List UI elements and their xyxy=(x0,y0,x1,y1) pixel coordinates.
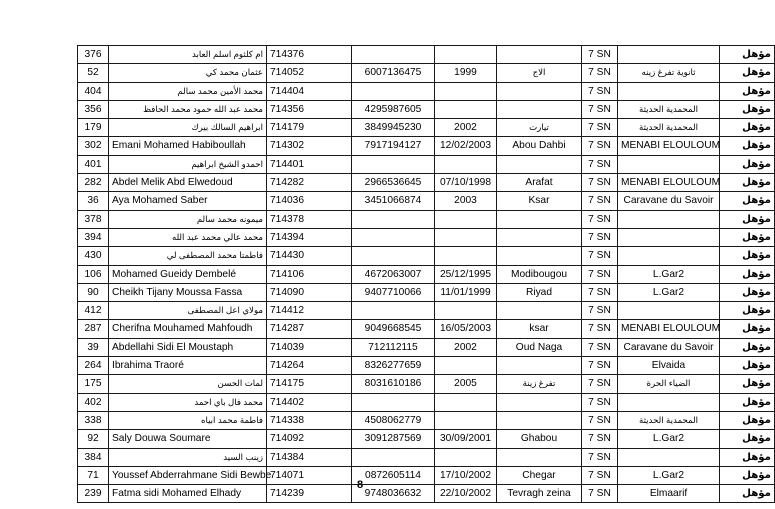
level-cell: 7 SN xyxy=(582,155,618,173)
candidate-name-cell: Youssef Abderrahmane Sidi Bewbe xyxy=(109,466,267,484)
level-cell: 7 SN xyxy=(582,210,618,228)
birth-place-cell: Riyad xyxy=(497,283,582,301)
status-cell: مؤهل xyxy=(720,320,775,338)
candidate-id-cell: 714264 xyxy=(267,357,352,375)
birth-date-cell: 11/01/1999 xyxy=(435,283,497,301)
row-number-cell: 175 xyxy=(78,375,109,393)
school-cell: L.Gar2 xyxy=(618,265,720,283)
birth-place-cell xyxy=(497,448,582,466)
birth-place-cell: Chegar xyxy=(497,466,582,484)
candidate-name-cell: Cheikh Tijany Moussa Fassa xyxy=(109,283,267,301)
birth-date-cell xyxy=(435,46,497,64)
candidate-name-cell: ميمونه محمد سالم xyxy=(109,210,267,228)
level-cell: 7 SN xyxy=(582,411,618,429)
birth-place-cell xyxy=(497,210,582,228)
row-number-cell: 376 xyxy=(78,46,109,64)
level-cell: 7 SN xyxy=(582,320,618,338)
table-row xyxy=(78,100,775,118)
status-cell: مؤهل xyxy=(720,210,775,228)
table-row xyxy=(78,430,775,448)
status-cell: مؤهل xyxy=(720,375,775,393)
birth-place-cell xyxy=(497,411,582,429)
birth-place-cell: Ksar xyxy=(497,192,582,210)
status-cell: مؤهل xyxy=(720,411,775,429)
row-number-cell: 39 xyxy=(78,338,109,356)
birth-date-cell xyxy=(435,210,497,228)
level-cell: 7 SN xyxy=(582,82,618,100)
phone-number-cell xyxy=(352,46,435,64)
candidate-id-cell: 714376 xyxy=(267,46,352,64)
birth-place-cell xyxy=(497,393,582,411)
status-cell: مؤهل xyxy=(720,265,775,283)
level-cell: 7 SN xyxy=(582,283,618,301)
school-cell xyxy=(618,155,720,173)
phone-number-cell: 2966536645 xyxy=(352,174,435,192)
phone-number-cell xyxy=(352,82,435,100)
school-cell: المحمدية الحديثة xyxy=(618,411,720,429)
phone-number-cell: 6007136475 xyxy=(352,64,435,82)
candidate-id-cell: 714239 xyxy=(267,485,352,503)
row-number-cell: 402 xyxy=(78,393,109,411)
table-row xyxy=(78,64,775,82)
phone-number-cell: 712112115 xyxy=(352,338,435,356)
candidate-id-cell: 714402 xyxy=(267,393,352,411)
school-cell xyxy=(618,448,720,466)
status-cell: مؤهل xyxy=(720,485,775,503)
phone-number-cell: 4508062779 xyxy=(352,411,435,429)
candidate-id-cell: 714338 xyxy=(267,411,352,429)
table-row xyxy=(78,46,775,64)
candidate-name-cell: عثمان محمد كي xyxy=(109,64,267,82)
school-cell xyxy=(618,228,720,246)
phone-number-cell xyxy=(352,448,435,466)
row-number-cell: 430 xyxy=(78,247,109,265)
candidate-name-cell: Cherifna Mouhamed Mahfoudh xyxy=(109,320,267,338)
school-cell: MENABI ELOULOUM xyxy=(618,320,720,338)
birth-date-cell xyxy=(435,448,497,466)
birth-date-cell xyxy=(435,302,497,320)
level-cell: 7 SN xyxy=(582,485,618,503)
candidate-name-cell: زينب السيد xyxy=(109,448,267,466)
school-cell xyxy=(618,82,720,100)
row-number-cell: 401 xyxy=(78,155,109,173)
phone-number-cell: 9049668545 xyxy=(352,320,435,338)
school-cell: L.Gar2 xyxy=(618,466,720,484)
phone-number-cell: 9748036632 xyxy=(352,485,435,503)
school-cell: Caravane du Savoir xyxy=(618,338,720,356)
candidate-name-cell: Mohamed Gueidy Dembelé xyxy=(109,265,267,283)
candidate-id-cell: 714384 xyxy=(267,448,352,466)
candidate-id-cell: 714179 xyxy=(267,119,352,137)
birth-date-cell xyxy=(435,82,497,100)
table-row xyxy=(78,320,775,338)
candidate-id-cell: 714412 xyxy=(267,302,352,320)
phone-number-cell: 3091287569 xyxy=(352,430,435,448)
candidate-name-cell: فاطمة محمد ابياه xyxy=(109,411,267,429)
row-number-cell: 90 xyxy=(78,283,109,301)
status-cell: مؤهل xyxy=(720,192,775,210)
status-cell: مؤهل xyxy=(720,174,775,192)
phone-number-cell xyxy=(352,247,435,265)
phone-number-cell xyxy=(352,210,435,228)
candidate-name-cell: محمد الأمين محمد سالم xyxy=(109,82,267,100)
status-cell: مؤهل xyxy=(720,302,775,320)
level-cell: 7 SN xyxy=(582,338,618,356)
row-number-cell: 92 xyxy=(78,430,109,448)
school-cell: MENABI ELOULOUM xyxy=(618,137,720,155)
level-cell: 7 SN xyxy=(582,119,618,137)
row-number-cell: 378 xyxy=(78,210,109,228)
candidate-name-cell: Fatma sidi Mohamed Elhady xyxy=(109,485,267,503)
row-number-cell: 302 xyxy=(78,137,109,155)
candidate-name-cell: لمات الحسن xyxy=(109,375,267,393)
candidate-name-cell: فاطمتا محمد المصطفى لي xyxy=(109,247,267,265)
table-row xyxy=(78,265,775,283)
status-cell: مؤهل xyxy=(720,338,775,356)
row-number-cell: 36 xyxy=(78,192,109,210)
phone-number-cell: 3451066874 xyxy=(352,192,435,210)
candidate-name-cell: Emani Mohamed Habiboullah xyxy=(109,137,267,155)
table-row xyxy=(78,137,775,155)
table-row xyxy=(78,119,775,137)
school-cell: Elmaarif xyxy=(618,485,720,503)
birth-date-cell: 25/12/1995 xyxy=(435,265,497,283)
page-number: 8 xyxy=(356,479,364,491)
birth-date-cell xyxy=(435,357,497,375)
birth-place-cell: Arafat xyxy=(497,174,582,192)
status-cell: مؤهل xyxy=(720,64,775,82)
row-number-cell: 287 xyxy=(78,320,109,338)
level-cell: 7 SN xyxy=(582,393,618,411)
table-row xyxy=(78,82,775,100)
birth-place-cell: الاج xyxy=(497,64,582,82)
table-row xyxy=(78,192,775,210)
candidate-id-cell: 714090 xyxy=(267,283,352,301)
row-number-cell: 52 xyxy=(78,64,109,82)
table-row xyxy=(78,210,775,228)
candidate-name-cell: ابراهيم السالك بيرك xyxy=(109,119,267,137)
level-cell: 7 SN xyxy=(582,302,618,320)
table-row xyxy=(78,393,775,411)
birth-date-cell: 22/10/2002 xyxy=(435,485,497,503)
candidate-id-cell: 714302 xyxy=(267,137,352,155)
level-cell: 7 SN xyxy=(582,192,618,210)
status-cell: مؤهل xyxy=(720,100,775,118)
status-cell: مؤهل xyxy=(720,283,775,301)
phone-number-cell: 0872605114 xyxy=(352,466,435,484)
candidate-id-cell: 714378 xyxy=(267,210,352,228)
row-number-cell: 239 xyxy=(78,485,109,503)
candidate-id-cell: 714401 xyxy=(267,155,352,173)
candidate-id-cell: 714039 xyxy=(267,338,352,356)
school-cell: ثانوية تفرغ زينه xyxy=(618,64,720,82)
school-cell: المحمدية الحديثة xyxy=(618,100,720,118)
phone-number-cell xyxy=(352,302,435,320)
level-cell: 7 SN xyxy=(582,357,618,375)
table-row xyxy=(78,302,775,320)
row-number-cell: 106 xyxy=(78,265,109,283)
candidate-id-cell: 714282 xyxy=(267,174,352,192)
birth-date-cell: 30/09/2001 xyxy=(435,430,497,448)
birth-date-cell: 12/02/2003 xyxy=(435,137,497,155)
phone-number-cell xyxy=(352,393,435,411)
status-cell: مؤهل xyxy=(720,357,775,375)
status-cell: مؤهل xyxy=(720,448,775,466)
birth-place-cell xyxy=(497,46,582,64)
school-cell: Caravane du Savoir xyxy=(618,192,720,210)
school-cell: Elvaida xyxy=(618,357,720,375)
school-cell: المحمدية الحديثة xyxy=(618,119,720,137)
candidate-id-cell: 714092 xyxy=(267,430,352,448)
birth-date-cell: 07/10/1998 xyxy=(435,174,497,192)
candidate-name-cell: Ibrahima Traoré xyxy=(109,357,267,375)
status-cell: مؤهل xyxy=(720,82,775,100)
table-row xyxy=(78,357,775,375)
candidate-id-cell: 714175 xyxy=(267,375,352,393)
birth-place-cell xyxy=(497,100,582,118)
phone-number-cell: 8326277659 xyxy=(352,357,435,375)
level-cell: 7 SN xyxy=(582,247,618,265)
level-cell: 7 SN xyxy=(582,265,618,283)
candidate-name-cell: محمد فال باي احمد xyxy=(109,393,267,411)
status-cell: مؤهل xyxy=(720,393,775,411)
birth-date-cell xyxy=(435,411,497,429)
birth-place-cell xyxy=(497,357,582,375)
level-cell: 7 SN xyxy=(582,466,618,484)
school-cell xyxy=(618,210,720,228)
row-number-cell: 404 xyxy=(78,82,109,100)
birth-place-cell xyxy=(497,228,582,246)
birth-place-cell xyxy=(497,82,582,100)
row-number-cell: 338 xyxy=(78,411,109,429)
status-cell: مؤهل xyxy=(720,430,775,448)
birth-place-cell: Ghabou xyxy=(497,430,582,448)
candidate-name-cell: احمدو الشيخ ابراهيم xyxy=(109,155,267,173)
school-cell: L.Gar2 xyxy=(618,430,720,448)
birth-date-cell: 2003 xyxy=(435,192,497,210)
row-number-cell: 179 xyxy=(78,119,109,137)
level-cell: 7 SN xyxy=(582,448,618,466)
candidate-name-cell: Abdellahi Sidi El Moustaph xyxy=(109,338,267,356)
level-cell: 7 SN xyxy=(582,137,618,155)
row-number-cell: 384 xyxy=(78,448,109,466)
candidate-name-cell: مولاي اعل المصطفى xyxy=(109,302,267,320)
table-body xyxy=(78,46,775,503)
level-cell: 7 SN xyxy=(582,375,618,393)
school-cell: L.Gar2 xyxy=(618,283,720,301)
birth-date-cell xyxy=(435,247,497,265)
row-number-cell: 282 xyxy=(78,174,109,192)
table-row xyxy=(78,338,775,356)
table-row xyxy=(78,247,775,265)
birth-date-cell xyxy=(435,228,497,246)
status-cell: مؤهل xyxy=(720,137,775,155)
birth-date-cell: 2002 xyxy=(435,119,497,137)
table-row xyxy=(78,174,775,192)
status-cell: مؤهل xyxy=(720,466,775,484)
candidate-id-cell: 714071 xyxy=(267,466,352,484)
birth-date-cell: 17/10/2002 xyxy=(435,466,497,484)
candidates-table xyxy=(77,45,775,503)
birth-place-cell: تفرغ زينة xyxy=(497,375,582,393)
birth-place-cell: Oud Naga xyxy=(497,338,582,356)
status-cell: مؤهل xyxy=(720,155,775,173)
birth-place-cell xyxy=(497,247,582,265)
birth-place-cell: تيارت xyxy=(497,119,582,137)
level-cell: 7 SN xyxy=(582,46,618,64)
birth-date-cell xyxy=(435,100,497,118)
candidate-name-cell: Saly Douwa Soumare xyxy=(109,430,267,448)
birth-place-cell: Tevragh zeina xyxy=(497,485,582,503)
candidate-id-cell: 714287 xyxy=(267,320,352,338)
level-cell: 7 SN xyxy=(582,64,618,82)
phone-number-cell: 4672063007 xyxy=(352,265,435,283)
level-cell: 7 SN xyxy=(582,174,618,192)
candidate-name-cell: محمد عالي محمد عبد الله xyxy=(109,228,267,246)
candidate-id-cell: 714430 xyxy=(267,247,352,265)
status-cell: مؤهل xyxy=(720,119,775,137)
birth-place-cell: ksar xyxy=(497,320,582,338)
phone-number-cell: 4295987605 xyxy=(352,100,435,118)
level-cell: 7 SN xyxy=(582,100,618,118)
school-cell xyxy=(618,247,720,265)
school-cell xyxy=(618,46,720,64)
phone-number-cell: 8031610186 xyxy=(352,375,435,393)
status-cell: مؤهل xyxy=(720,247,775,265)
birth-date-cell xyxy=(435,393,497,411)
phone-number-cell: 3849945230 xyxy=(352,119,435,137)
row-number-cell: 394 xyxy=(78,228,109,246)
school-cell xyxy=(618,393,720,411)
school-cell: الضياء الحرة xyxy=(618,375,720,393)
table-row xyxy=(78,155,775,173)
candidate-name-cell: Abdel Melik Abd Elwedoud xyxy=(109,174,267,192)
candidate-name-cell: ام كلثوم اسلم العابد xyxy=(109,46,267,64)
candidate-id-cell: 714052 xyxy=(267,64,352,82)
school-cell xyxy=(618,302,720,320)
phone-number-cell: 7917194127 xyxy=(352,137,435,155)
birth-place-cell xyxy=(497,155,582,173)
birth-date-cell: 2005 xyxy=(435,375,497,393)
row-number-cell: 356 xyxy=(78,100,109,118)
birth-date-cell: 1999 xyxy=(435,64,497,82)
candidate-id-cell: 714394 xyxy=(267,228,352,246)
level-cell: 7 SN xyxy=(582,430,618,448)
candidate-name-cell: Aya Mohamed Saber xyxy=(109,192,267,210)
row-number-cell: 71 xyxy=(78,466,109,484)
birth-date-cell: 2002 xyxy=(435,338,497,356)
candidate-id-cell: 714356 xyxy=(267,100,352,118)
row-number-cell: 412 xyxy=(78,302,109,320)
candidate-id-cell: 714036 xyxy=(267,192,352,210)
candidate-id-cell: 714106 xyxy=(267,265,352,283)
table-row xyxy=(78,228,775,246)
birth-place-cell: Modibougou xyxy=(497,265,582,283)
level-cell: 7 SN xyxy=(582,228,618,246)
phone-number-cell: 9407710066 xyxy=(352,283,435,301)
birth-date-cell: 16/05/2003 xyxy=(435,320,497,338)
status-cell: مؤهل xyxy=(720,228,775,246)
birth-place-cell xyxy=(497,302,582,320)
table-row xyxy=(78,283,775,301)
candidate-name-cell: محمد عبد الله حمود محمد الحافظ xyxy=(109,100,267,118)
birth-place-cell: Abou Dahbi xyxy=(497,137,582,155)
phone-number-cell xyxy=(352,155,435,173)
status-cell: مؤهل xyxy=(720,46,775,64)
candidate-id-cell: 714404 xyxy=(267,82,352,100)
row-number-cell: 264 xyxy=(78,357,109,375)
school-cell: MENABI ELOULOUM xyxy=(618,174,720,192)
table-row xyxy=(78,448,775,466)
phone-number-cell xyxy=(352,228,435,246)
birth-date-cell xyxy=(435,155,497,173)
table-row xyxy=(78,411,775,429)
table-row xyxy=(78,375,775,393)
